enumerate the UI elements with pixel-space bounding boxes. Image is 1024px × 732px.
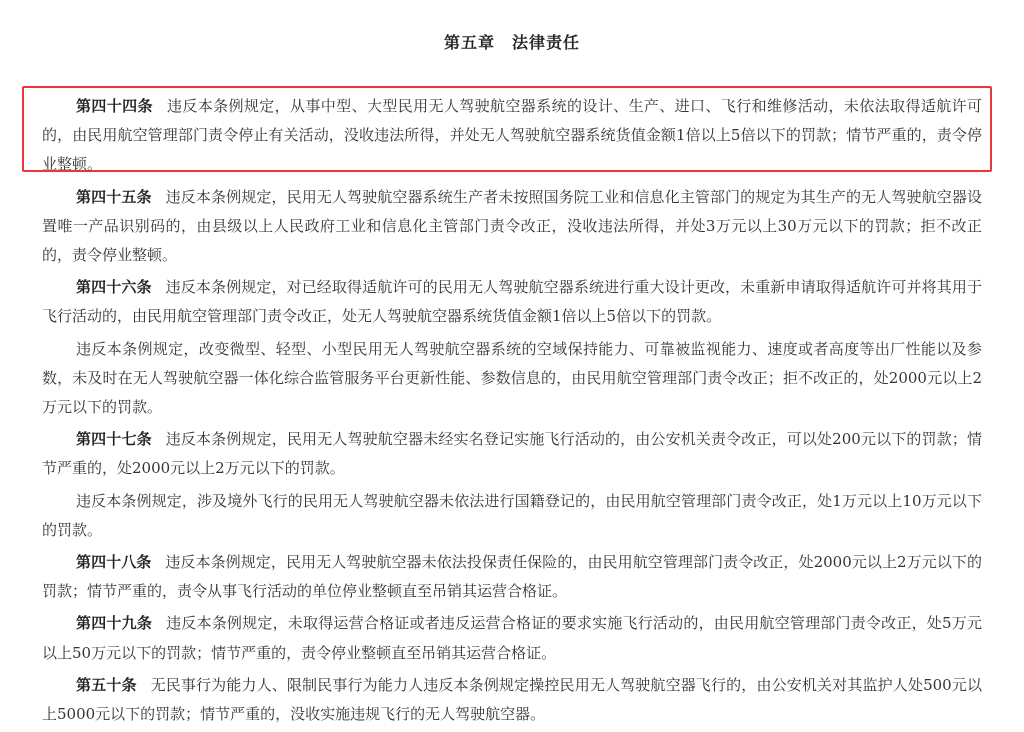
article-text: 违反本条例规定，改变微型、轻型、小型民用无人驾驶航空器系统的空域保持能力、可靠被监视能力、速度或者高度等出厂性能以及参数，未及时在无人驾驶航空器一体化综合监管服务平台更新性能、参数信息的，由民用航空管理部门责令改正；拒不改正的，处2000元以上2万元以下的罚款。 [42,339,982,417]
article-text: 违反本条例规定，对已经取得适航许可的民用无人驾驶航空器系统进行重大设计更改，未重新申请取得适航许可并将其用于飞行活动的，由民用航空管理部门责令改正，处无人驾驶航空器系统货值金额1倍以上5倍以下的罚款。 [42,278,982,326]
article-text: 违反本条例规定，民用无人驾驶航空器系统生产者未按照国务院工业和信息化主管部门的规定为其生产的无人驾驶航空器设置唯一产品识别码的，由县级以上人民政府工业和信息化主管部门责令改正，没收违法所得，并处3万元以上30万元以下的罚款；拒不改正的，责令停业整顿。 [42,187,982,265]
article-text: 违反本条例规定，从事中型、大型民用无人驾驶航空器系统的设计、生产、进口、飞行和维修活动，未依法取得适航许可的，由民用航空管理部门责令停止有关活动，没收违法所得，并处无人驾驶航空器系统货值金额1倍以上5倍以下的罚款；情节严重的，责令停业整顿。 [42,97,982,174]
article-number: 第四十六条 [76,278,152,297]
article-paragraph [42,671,982,729]
article-paragraph [42,273,982,331]
article-text: 违反本条例规定，民用无人驾驶航空器未依法投保责任保险的，由民用航空管理部门责令改正，处2000元以上2万元以下的罚款；情节严重的，责令从事飞行活动的单位停业整顿直至吊销其运营合格证。 [42,553,982,601]
article-paragraph [42,183,982,271]
article-number: 第四十九条 [76,614,153,633]
article-number: 第四十七条 [76,430,152,449]
article-number: 第四十八条 [76,553,152,572]
article-paragraph [42,609,982,667]
article-paragraph [42,425,982,483]
article-text: 违反本条例规定，涉及境外飞行的民用无人驾驶航空器未依法进行国籍登记的，由民用航空管理部门责令改正，处1万元以上10万元以下的罚款。 [42,491,982,539]
article-paragraph [42,487,982,545]
article-list [42,92,982,732]
article-paragraph [42,92,982,180]
article-paragraph [42,335,982,423]
article-number: 第五十条 [76,675,137,694]
chapter-title: 第五章 法律责任 [443,33,580,52]
article-text: 违反本条例规定，未取得运营合格证或者违反运营合格证的要求实施飞行活动的，由民用航空管理部门责令改正，处5万元以上50万元以下的罚款；情节严重的，责令停业整顿直至吊销其运营合格证。 [42,614,982,662]
article-number: 第四十五条 [76,187,152,206]
article-text: 无民事行为能力人、限制民事行为能力人违反本条例规定操控民用无人驾驶航空器飞行的，由公安机关对其监护人处500元以上5000元以下的罚款；情节严重的，没收实施违规飞行的无人驾驶航空器。 [42,675,982,724]
article-number: 第四十四条 [76,97,153,115]
article-text: 违反本条例规定，民用无人驾驶航空器未经实名登记实施飞行活动的，由公安机关责令改正，可以处200元以下的罚款；情节严重的，处2000元以上2万元以下的罚款。 [42,430,982,478]
article-paragraph [42,548,982,606]
